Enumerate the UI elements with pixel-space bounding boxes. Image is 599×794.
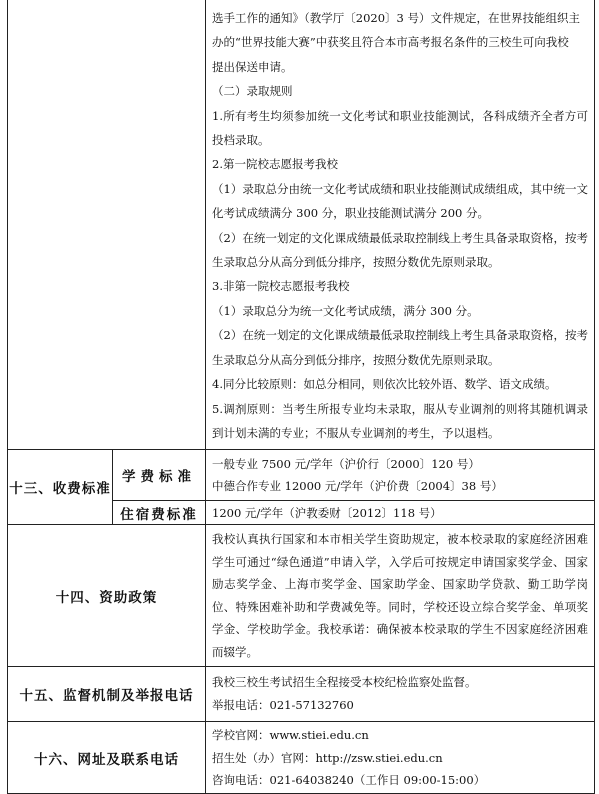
rule-paragraph-6: （1）录取总分为统一文化考试成绩，满分 300 分。 xyxy=(212,303,479,318)
aid-text: 我校认真执行国家和本市相关学生资助规定，被本校录取的家庭经济困难学生可通过“绿色通道”申请入学，入学后可按规定申请国家奖学金、国家励志奖学金、上海市奖学金、国家助学金、国家助学贷款、勤工助学岗位、特殊困难补助和学费减免等。同时，学校还设立综合奖学金、单项奖学金、学校助学金。我校承诺：确保被本校录取的学生不因家庭经济困难而辍学。 xyxy=(212,532,588,659)
intro-line-2: 办的“世界技能大赛”中获奖且符合本市高考报名条件的三校生可向我校 xyxy=(212,35,569,50)
contact-row xyxy=(8,722,595,794)
supervision-row xyxy=(8,667,595,722)
housing-label: 住宿费标准 xyxy=(113,501,206,525)
rule-paragraph-2: 2.第一院校志愿报考我校 xyxy=(212,157,338,172)
tuition-line-2: 中德合作专业 12000 元/学年（沪价费〔2004〕38 号） xyxy=(212,479,503,494)
admissions-website: 招生处（办）官网：http://zsw.stiei.edu.cn xyxy=(212,750,443,765)
tuition-row xyxy=(8,450,595,501)
admission-rules-row xyxy=(8,0,595,450)
rule-paragraph-4: （2）在统一划定的文化课成绩最低录取控制线上考生具备录取资格，按考生录取总分从高分到低分排序，按照分数优先原则录取。 xyxy=(212,230,588,270)
rule-paragraph-3: （1）录取总分由统一文化考试成绩和职业技能测试成绩组成，其中统一文化考试成绩满分 300 分，职业技能测试满分 200 分。 xyxy=(212,181,588,221)
consult-phone: 咨询电话：021-64038240（工作日 09:00-15:00） xyxy=(212,773,486,788)
rule-paragraph-7: （2）在统一划定的文化课成绩最低录取控制线上考生具备录取资格，按考生录取总分从高分到低分排序，按照分数优先原则录取。 xyxy=(212,328,588,367)
admission-info-table xyxy=(7,0,595,794)
rule-paragraph-8: 4.同分比较原则：如总分相同，则依次比较外语、数学、语文成绩。 xyxy=(212,377,557,392)
housing-content: 1200 元/学年（沪教委财〔2012〕118 号） xyxy=(206,501,595,525)
rules-heading: （二）录取规则 xyxy=(212,84,293,99)
supervision-content xyxy=(206,667,595,722)
rule-paragraph-5: 3.非第一院校志愿报考我校 xyxy=(212,279,350,294)
aid-content xyxy=(206,525,595,667)
tuition-line-1: 一般专业 7500 元/学年（沪价行〔2000〕120 号） xyxy=(212,457,480,472)
contact-section-label: 十六、网址及联系电话 xyxy=(8,722,206,794)
admission-rules-content xyxy=(206,0,595,450)
school-website: 学校官网：www.stiei.edu.cn xyxy=(212,728,369,743)
supervision-section-label: 十五、监督机制及举报电话 xyxy=(8,667,206,722)
intro-line-3: 提出保送申请。 xyxy=(212,59,293,74)
tuition-content xyxy=(206,450,595,501)
intro-line-1: 选手工作的通知》（教学厅〔2020〕3 号）文件规定，在世界技能组织主 xyxy=(212,11,580,25)
report-phone: 举报电话：021-57132760 xyxy=(212,698,354,713)
rule-paragraph-9: 5.调剂原则：当考生所报专业均未录取，服从专业调剂的则将其随机调录到计划未满的专业；不服从专业调剂的考生，予以退档。 xyxy=(212,401,588,440)
supervision-line-1: 我校三校生考试招生全程接受本校纪检监察处监督。 xyxy=(212,675,477,690)
aid-row xyxy=(8,525,595,667)
admission-rules-label-cell xyxy=(8,0,206,450)
rule-paragraph-1: 1.所有考生均须参加统一文化考试和职业技能测试，各科成绩齐全者方可投档录取。 xyxy=(212,108,588,148)
aid-section-label: 十四、资助政策 xyxy=(8,525,206,667)
tuition-label: 学费标准 xyxy=(113,450,206,501)
contact-content xyxy=(206,722,595,794)
fees-section-label: 十三、收费标准 xyxy=(8,450,113,525)
